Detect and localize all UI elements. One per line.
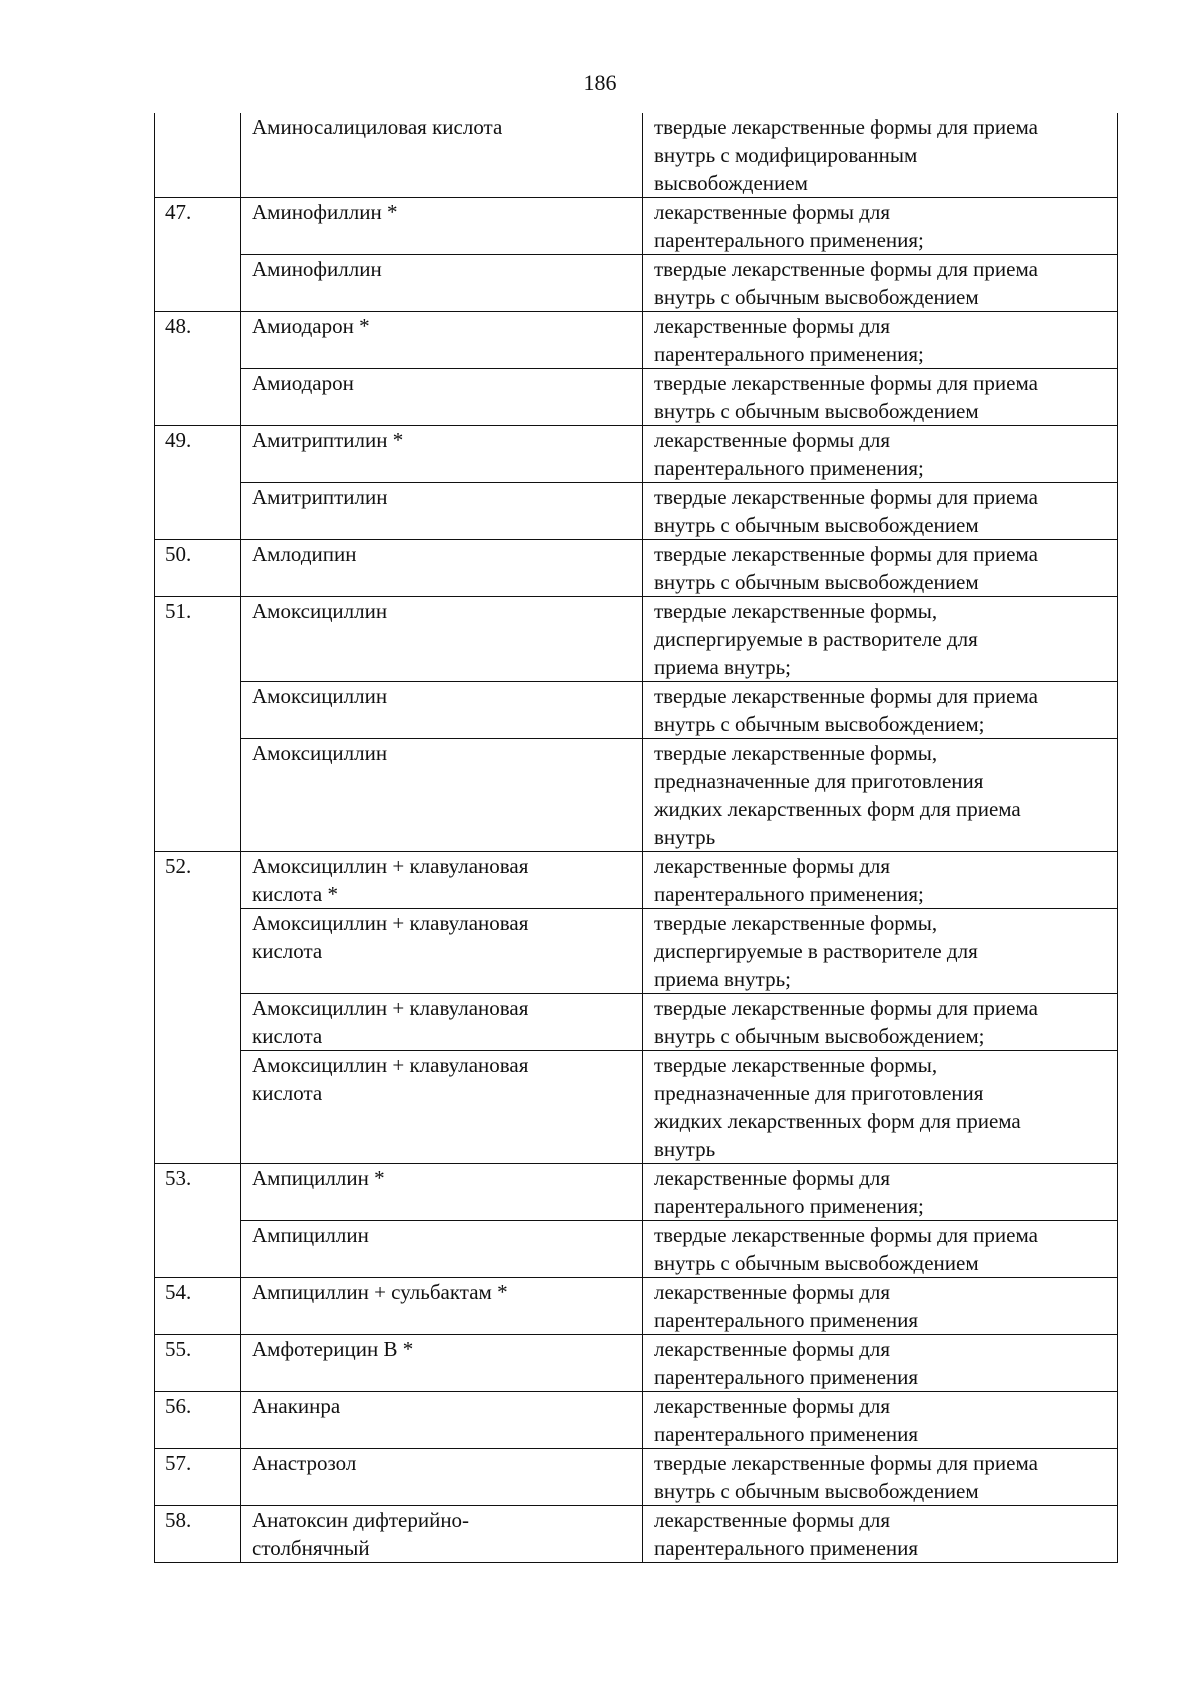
dosage-form-cell: лекарственные формы для парентерального применения; [643,312,1118,369]
dosage-form-cell: твердые лекарственные формы для приема внутрь с обычным высвобождением [643,1449,1118,1506]
drug-table-body [155,113,1118,1563]
table-row [155,483,1118,540]
table-row [155,909,1118,994]
table-row [155,852,1118,909]
item-number-cell: 55. [155,1335,241,1392]
dosage-form-cell: лекарственные формы для парентерального применения; [643,1164,1118,1221]
item-number-cell: 52. [155,852,241,1164]
item-number-cell: 50. [155,540,241,597]
dosage-form-cell: твердые лекарственные формы для приема внутрь с обычным высвобождением; [643,994,1118,1051]
drug-name-cell: Амиодарон * [241,312,643,369]
table-row [155,426,1118,483]
dosage-form-cell: твердые лекарственные формы для приема внутрь с обычным высвобождением [643,540,1118,597]
item-number-cell: 53. [155,1164,241,1278]
dosage-form-cell: твердые лекарственные формы для приема внутрь с обычным высвобождением [643,255,1118,312]
table-row [155,739,1118,852]
table-row [155,1221,1118,1278]
drug-name-cell: Аминофиллин * [241,198,643,255]
table-row [155,1051,1118,1164]
dosage-form-cell: лекарственные формы для парентерального применения; [643,198,1118,255]
item-number-cell: 58. [155,1506,241,1563]
drug-name-cell: Амоксициллин [241,597,643,682]
dosage-form-cell: лекарственные формы для парентерального применения [643,1506,1118,1563]
drug-name-cell: Амоксициллин + клавулановая кислота [241,994,643,1051]
dosage-form-cell: твердые лекарственные формы для приема внутрь с модифицированным высвобождением [643,113,1118,198]
dosage-form-cell: твердые лекарственные формы для приема внутрь с обычным высвобождением [643,483,1118,540]
table-row [155,597,1118,682]
item-number-cell: 54. [155,1278,241,1335]
table-row [155,540,1118,597]
table-row [155,1449,1118,1506]
table-row [155,312,1118,369]
drug-name-cell: Амлодипин [241,540,643,597]
drug-name-cell: Амоксициллин [241,739,643,852]
table-row [155,369,1118,426]
item-number-cell: 56. [155,1392,241,1449]
drug-name-cell: Амоксициллин [241,682,643,739]
table-row [155,1164,1118,1221]
table-row [155,1278,1118,1335]
dosage-form-cell: твердые лекарственные формы, предназначенные для приготовления жидких лекарственных форм для приема внутрь [643,739,1118,852]
dosage-form-cell: твердые лекарственные формы для приема внутрь с обычным высвобождением [643,369,1118,426]
dosage-form-cell: лекарственные формы для парентерального применения; [643,852,1118,909]
table-row [155,1335,1118,1392]
table-row [155,198,1118,255]
dosage-form-cell: твердые лекарственные формы, диспергируемые в растворителе для приема внутрь; [643,909,1118,994]
drug-name-cell: Амфотерицин B * [241,1335,643,1392]
drug-name-cell: Аминосалициловая кислота [241,113,643,198]
drug-name-cell: Ампициллин + сульбактам * [241,1278,643,1335]
drug-name-cell: Анастрозол [241,1449,643,1506]
drug-name-cell: Амоксициллин + клавулановая кислота * [241,852,643,909]
drug-name-cell: Амоксициллин + клавулановая кислота [241,909,643,994]
table-row [155,1506,1118,1563]
dosage-form-cell: твердые лекарственные формы для приема внутрь с обычным высвобождением [643,1221,1118,1278]
dosage-form-cell: твердые лекарственные формы для приема внутрь с обычным высвобождением; [643,682,1118,739]
table-row [155,682,1118,739]
table-row [155,255,1118,312]
table-row [155,113,1118,198]
table-row [155,994,1118,1051]
dosage-form-cell: лекарственные формы для парентерального применения [643,1278,1118,1335]
item-number-cell: 51. [155,597,241,852]
dosage-form-cell: лекарственные формы для парентерального применения; [643,426,1118,483]
item-number-cell [155,113,241,198]
drug-table [154,113,1118,1563]
drug-name-cell: Анакинра [241,1392,643,1449]
page-number: 186 [583,70,617,95]
drug-name-cell: Анатоксин дифтерийно- столбнячный [241,1506,643,1563]
table-row [155,1392,1118,1449]
item-number-cell: 47. [155,198,241,312]
dosage-form-cell: лекарственные формы для парентерального применения [643,1335,1118,1392]
drug-name-cell: Амитриптилин [241,483,643,540]
drug-name-cell: Ампициллин * [241,1164,643,1221]
item-number-cell: 57. [155,1449,241,1506]
drug-name-cell: Амитриптилин * [241,426,643,483]
drug-name-cell: Амиодарон [241,369,643,426]
item-number-cell: 49. [155,426,241,540]
dosage-form-cell: твердые лекарственные формы, диспергируемые в растворителе для приема внутрь; [643,597,1118,682]
drug-name-cell: Аминофиллин [241,255,643,312]
dosage-form-cell: лекарственные формы для парентерального применения [643,1392,1118,1449]
dosage-form-cell: твердые лекарственные формы, предназначенные для приготовления жидких лекарственных форм для приема внутрь [643,1051,1118,1164]
item-number-cell: 48. [155,312,241,426]
drug-name-cell: Амоксициллин + клавулановая кислота [241,1051,643,1164]
drug-name-cell: Ампициллин [241,1221,643,1278]
